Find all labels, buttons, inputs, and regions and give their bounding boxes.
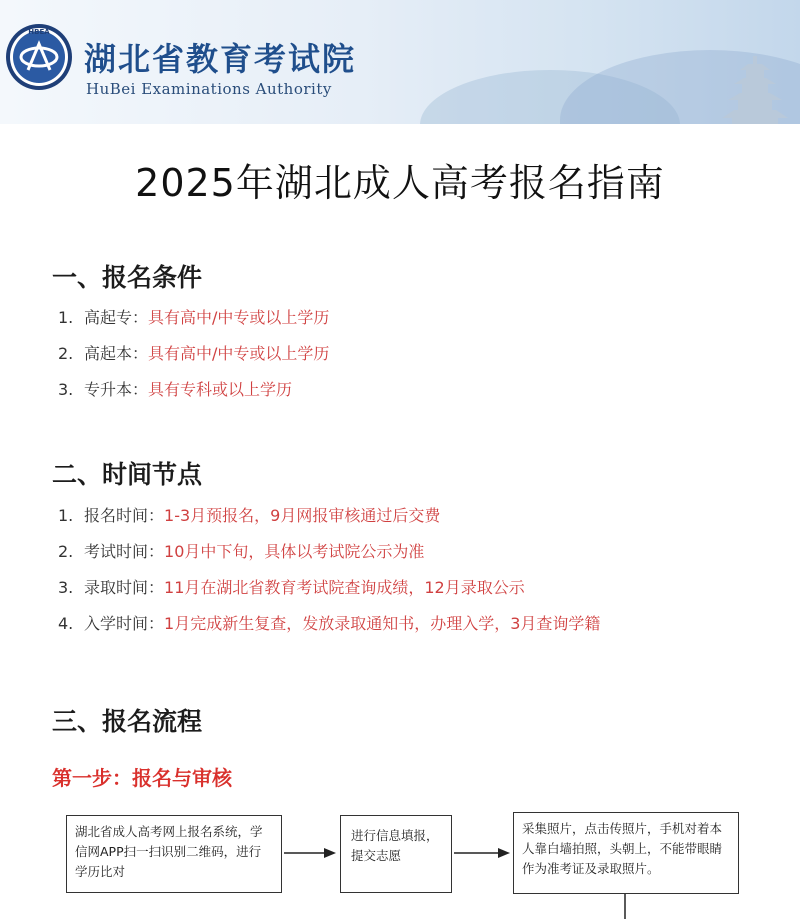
- hbea-seal-logo-icon: [4, 22, 74, 92]
- step-heading: 第一步：报名与审核: [52, 766, 232, 790]
- document-title: 2025年湖北成人高考报名指南: [135, 161, 665, 205]
- svg-text:HBEA: HBEA: [28, 28, 50, 36]
- arrow-down-icon: [618, 894, 632, 919]
- section-heading-timeline: 二、时间节点: [52, 460, 203, 489]
- header-banner: [0, 0, 800, 124]
- list-item: 3. 专升本：具有专科或以上学历: [58, 380, 293, 399]
- list-item: 1. 高起专：具有高中/中专或以上学历: [58, 308, 330, 327]
- flow-box-fill-info: 进行信息填报，提交志愿: [340, 815, 452, 893]
- flow-box-register: 湖北省成人高考网上报名系统，学信网APP扫一扫识别二维码，进行学历比对: [66, 815, 282, 893]
- list-item: 4. 入学时间：1月完成新生复查，发放录取通知书，办理入学，3月查询学籍: [58, 614, 601, 633]
- organization-name: 湖北省教育考试院: [84, 40, 357, 78]
- arrow-right-icon: [454, 846, 510, 860]
- list-item: 2. 考试时间：10月中下旬，具体以考试院公示为准: [58, 542, 425, 561]
- organization-name-en: HuBei Examinations Authority: [86, 80, 332, 98]
- section-heading-conditions: 一、报名条件: [52, 263, 203, 292]
- section-heading-process: 三、报名流程: [52, 707, 203, 736]
- flow-box-photo: 采集照片，点击传照片，手机对着本人靠白墙拍照，头朝上，不能带眼睛作为准考证及录取照片。: [513, 812, 739, 894]
- list-item: 3. 录取时间：11月在湖北省教育考试院查询成绩，12月录取公示: [58, 578, 525, 597]
- arrow-right-icon: [284, 846, 336, 860]
- list-item: 1. 报名时间：1-3月预报名，9月网报审核通过后交费: [58, 506, 441, 525]
- yellow-crane-tower-icon: [718, 54, 792, 124]
- list-item: 2. 高起本：具有高中/中专或以上学历: [58, 344, 330, 363]
